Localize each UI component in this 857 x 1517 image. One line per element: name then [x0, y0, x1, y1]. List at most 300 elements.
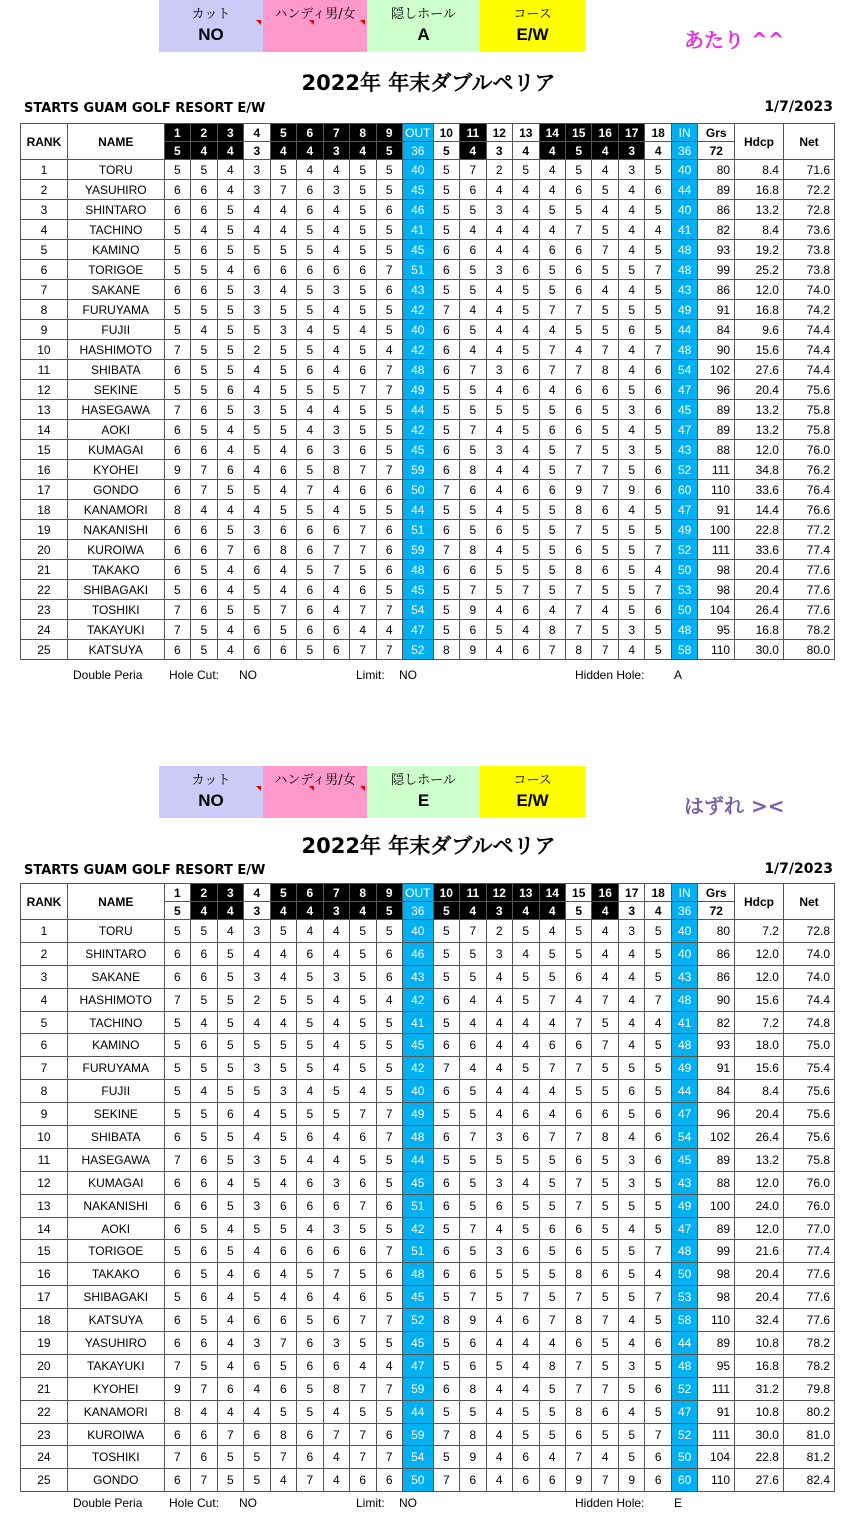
rank-cell: 17: [21, 480, 68, 500]
score-cell: 5: [486, 620, 512, 640]
score-cell: 5: [592, 1332, 618, 1355]
score-cell: 4: [618, 240, 644, 260]
score-cell: 6: [513, 1446, 539, 1469]
score-cell: 4: [376, 340, 402, 360]
player-name: HASHIMOTO: [67, 340, 164, 360]
score-cell: 3: [486, 360, 512, 380]
in-total: 43: [671, 1171, 697, 1194]
hdcp-header: Hdcp: [735, 124, 784, 160]
score-cell: 5: [191, 1103, 217, 1126]
score-cell: 6: [433, 1194, 459, 1217]
score-cell: 5: [460, 320, 486, 340]
rank-cell: 22: [21, 580, 68, 600]
handi-setting: [263, 766, 367, 818]
hole-par: 3: [323, 902, 349, 920]
hdcp-cell: 13.2: [735, 1148, 784, 1171]
score-cell: 5: [645, 300, 671, 320]
score-cell: 4: [244, 1103, 270, 1126]
score-cell: 5: [270, 380, 296, 400]
score-cell: 3: [618, 620, 644, 640]
score-cell: 6: [164, 1469, 190, 1492]
score-cell: 4: [270, 220, 296, 240]
score-cell: 7: [592, 340, 618, 360]
score-cell: 4: [513, 1034, 539, 1057]
rank-cell: 25: [21, 640, 68, 660]
score-cell: 5: [433, 380, 459, 400]
handi-setting: [263, 0, 367, 52]
score-cell: 8: [565, 500, 591, 520]
hdcp-cell: 15.6: [735, 988, 784, 1011]
hole-number: 1: [164, 124, 190, 142]
gross-cell: 104: [698, 600, 735, 620]
score-cell: 7: [433, 300, 459, 320]
score-cell: 5: [460, 1080, 486, 1103]
score-cell: 4: [297, 400, 323, 420]
score-cell: 6: [191, 1423, 217, 1446]
score-cell: 5: [513, 340, 539, 360]
footer-label: Double Peria: [73, 668, 143, 682]
settings-header: [159, 766, 585, 818]
score-cell: 7: [270, 1332, 296, 1355]
score-cell: 6: [191, 280, 217, 300]
table-row: [21, 340, 835, 360]
score-cell: 8: [565, 640, 591, 660]
score-cell: 7: [164, 340, 190, 360]
score-cell: 5: [460, 520, 486, 540]
score-cell: 5: [539, 1171, 565, 1194]
score-cell: 3: [270, 320, 296, 340]
score-cell: 5: [164, 1080, 190, 1103]
score-cell: 5: [191, 380, 217, 400]
table-row: [21, 320, 835, 340]
score-cell: 5: [350, 500, 376, 520]
table-row: [21, 480, 835, 500]
score-cell: 6: [539, 1217, 565, 1240]
score-cell: 6: [191, 1194, 217, 1217]
score-cell: 5: [460, 1400, 486, 1423]
comment-marker: [309, 20, 314, 25]
rank-cell: 22: [21, 1400, 68, 1423]
score-cell: 5: [297, 1057, 323, 1080]
net-cell: 75.6: [783, 1080, 834, 1103]
score-cell: 8: [592, 1126, 618, 1149]
score-cell: 6: [592, 380, 618, 400]
score-cell: 6: [460, 480, 486, 500]
score-cell: 5: [244, 1034, 270, 1057]
gross-cell: 110: [698, 1309, 735, 1332]
score-cell: 6: [376, 560, 402, 580]
score-cell: 6: [433, 360, 459, 380]
out-total: 40: [403, 1080, 434, 1103]
score-cell: 6: [350, 360, 376, 380]
hdcp-cell: 12.0: [735, 440, 784, 460]
net-cell: 77.2: [783, 520, 834, 540]
hole-number: 18: [645, 124, 671, 142]
hole-number: 14: [539, 884, 565, 902]
in-par: 36: [671, 902, 697, 920]
hidden-value: E: [417, 791, 430, 810]
hdcp-cell: 16.8: [735, 620, 784, 640]
rank-cell: 19: [21, 1332, 68, 1355]
score-cell: 6: [297, 1354, 323, 1377]
score-cell: 3: [270, 1080, 296, 1103]
score-cell: 5: [350, 1034, 376, 1057]
score-cell: 4: [191, 1400, 217, 1423]
out-total: 42: [403, 1217, 434, 1240]
score-cell: 5: [618, 380, 644, 400]
score-cell: 5: [618, 600, 644, 620]
table-row: [21, 400, 835, 420]
score-cell: 4: [323, 1469, 349, 1492]
score-cell: 5: [539, 1400, 565, 1423]
net-cell: 74.0: [783, 942, 834, 965]
limit-value: NO: [399, 1496, 417, 1510]
player-name: SAKANE: [67, 965, 164, 988]
out-total: 48: [403, 560, 434, 580]
score-cell: 4: [513, 1171, 539, 1194]
player-name: KUROIWA: [67, 1423, 164, 1446]
score-cell: 4: [618, 360, 644, 380]
hole-number: 4: [244, 884, 270, 902]
score-cell: 6: [350, 260, 376, 280]
score-cell: 6: [270, 1240, 296, 1263]
score-cell: 6: [164, 420, 190, 440]
hdcp-header: Hdcp: [735, 884, 784, 920]
score-cell: 6: [297, 1332, 323, 1355]
net-cell: 76.6: [783, 500, 834, 520]
out-par: 36: [403, 142, 434, 160]
table-row: [21, 1469, 835, 1492]
score-cell: 7: [565, 1286, 591, 1309]
hole-par: 4: [217, 902, 243, 920]
score-cell: 6: [217, 1377, 243, 1400]
score-cell: 8: [323, 1377, 349, 1400]
score-cell: 4: [539, 380, 565, 400]
gross-cell: 110: [698, 1469, 735, 1492]
score-cell: 6: [191, 1332, 217, 1355]
gross-cell: 104: [698, 1446, 735, 1469]
score-cell: 4: [217, 1263, 243, 1286]
score-cell: 6: [164, 520, 190, 540]
rank-cell: 4: [21, 988, 68, 1011]
score-cell: 6: [645, 1103, 671, 1126]
hdcp-cell: 30.0: [735, 640, 784, 660]
score-cell: 4: [323, 1400, 349, 1423]
score-cell: 4: [486, 965, 512, 988]
score-cell: 4: [217, 420, 243, 440]
gross-cell: 90: [698, 988, 735, 1011]
net-cell: 77.6: [783, 560, 834, 580]
score-cell: 6: [433, 1377, 459, 1400]
score-cell: 4: [618, 1126, 644, 1149]
rank-cell: 8: [21, 300, 68, 320]
net-cell: 74.0: [783, 965, 834, 988]
score-cell: 6: [350, 1171, 376, 1194]
hole-par: 4: [270, 142, 296, 160]
table-row: [21, 1309, 835, 1332]
score-cell: 5: [376, 1171, 402, 1194]
score-cell: 4: [565, 988, 591, 1011]
score-cell: 9: [164, 460, 190, 480]
net-cell: 73.6: [783, 220, 834, 240]
score-cell: 4: [618, 180, 644, 200]
score-cell: 7: [270, 1446, 296, 1469]
score-cell: 5: [191, 340, 217, 360]
score-cell: 7: [645, 260, 671, 280]
score-cell: 5: [244, 1080, 270, 1103]
in-total: 54: [671, 360, 697, 380]
score-cell: 7: [565, 1057, 591, 1080]
score-cell: 5: [297, 965, 323, 988]
score-cell: 3: [244, 400, 270, 420]
hdcp-cell: 12.0: [735, 1171, 784, 1194]
score-cell: 6: [513, 260, 539, 280]
hole-par: 4: [460, 142, 486, 160]
rank-header: RANK: [21, 124, 68, 160]
score-cell: 4: [460, 1011, 486, 1034]
score-cell: 5: [433, 1332, 459, 1355]
score-cell: 5: [217, 340, 243, 360]
out-header: OUT: [403, 884, 434, 902]
score-cell: 5: [513, 1423, 539, 1446]
scorecard-table: [20, 123, 835, 660]
score-cell: 7: [350, 640, 376, 660]
rank-cell: 9: [21, 1103, 68, 1126]
score-cell: 3: [323, 420, 349, 440]
score-cell: 5: [244, 1217, 270, 1240]
score-cell: 5: [164, 380, 190, 400]
score-cell: 5: [486, 1263, 512, 1286]
course-name: STARTS GUAM GOLF RESORT E/W: [24, 863, 266, 878]
out-total: 40: [403, 920, 434, 943]
net-header: Net: [783, 884, 834, 920]
hdcp-cell: 20.4: [735, 1286, 784, 1309]
score-cell: 5: [376, 180, 402, 200]
score-cell: 4: [323, 340, 349, 360]
result-text: あたり ^^: [684, 28, 785, 52]
score-cell: 4: [323, 1011, 349, 1034]
score-cell: 5: [513, 1194, 539, 1217]
hdcp-cell: 12.0: [735, 280, 784, 300]
score-cell: 6: [565, 1423, 591, 1446]
score-cell: 6: [645, 180, 671, 200]
score-cell: 4: [618, 220, 644, 240]
score-cell: 4: [460, 340, 486, 360]
out-total: 45: [403, 440, 434, 460]
score-cell: 5: [486, 1148, 512, 1171]
score-cell: 6: [297, 260, 323, 280]
score-cell: 5: [350, 988, 376, 1011]
out-total: 42: [403, 340, 434, 360]
score-cell: 5: [486, 1286, 512, 1309]
rank-cell: 20: [21, 540, 68, 560]
score-cell: 5: [350, 920, 376, 943]
score-cell: 4: [217, 920, 243, 943]
score-cell: 6: [565, 965, 591, 988]
score-cell: 5: [270, 920, 296, 943]
hdcp-cell: 25.2: [735, 260, 784, 280]
score-cell: 5: [513, 988, 539, 1011]
hole-par: 5: [565, 142, 591, 160]
score-cell: 5: [645, 520, 671, 540]
table-row: [21, 500, 835, 520]
table-row: [21, 1217, 835, 1240]
score-cell: 6: [486, 1194, 512, 1217]
score-cell: 6: [486, 520, 512, 540]
score-cell: 6: [539, 1034, 565, 1057]
score-cell: 6: [244, 640, 270, 660]
score-cell: 6: [592, 1263, 618, 1286]
score-cell: 5: [460, 1240, 486, 1263]
hole-number: 7: [323, 884, 349, 902]
score-cell: 4: [486, 280, 512, 300]
rank-cell: 10: [21, 340, 68, 360]
score-cell: 6: [565, 1217, 591, 1240]
hole-number: 8: [350, 124, 376, 142]
score-cell: 6: [164, 440, 190, 460]
score-cell: 6: [645, 460, 671, 480]
rank-cell: 9: [21, 320, 68, 340]
score-cell: 5: [323, 1080, 349, 1103]
score-cell: 5: [350, 560, 376, 580]
table-row: [21, 240, 835, 260]
score-cell: 5: [270, 1103, 296, 1126]
score-cell: 6: [433, 340, 459, 360]
score-cell: 7: [350, 380, 376, 400]
net-cell: 78.2: [783, 620, 834, 640]
score-cell: 6: [297, 1423, 323, 1446]
score-cell: 4: [460, 988, 486, 1011]
net-cell: 78.2: [783, 1332, 834, 1355]
score-cell: 3: [323, 1332, 349, 1355]
score-cell: 5: [618, 300, 644, 320]
net-cell: 72.2: [783, 180, 834, 200]
score-cell: 5: [565, 942, 591, 965]
hole-cut-label: Hole Cut:: [169, 668, 220, 682]
score-cell: 4: [486, 340, 512, 360]
score-cell: 6: [323, 1194, 349, 1217]
gross-cell: 95: [698, 1354, 735, 1377]
score-cell: 8: [270, 1423, 296, 1446]
in-total: 47: [671, 1103, 697, 1126]
score-cell: 5: [191, 920, 217, 943]
score-cell: 4: [297, 160, 323, 180]
score-cell: 7: [565, 440, 591, 460]
score-cell: 6: [191, 965, 217, 988]
player-name: KATSUYA: [67, 640, 164, 660]
score-cell: 5: [376, 1332, 402, 1355]
score-cell: 7: [592, 1309, 618, 1332]
player-name: SHIBATA: [67, 1126, 164, 1149]
in-total: 40: [671, 920, 697, 943]
score-cell: 4: [592, 200, 618, 220]
score-cell: 5: [592, 1194, 618, 1217]
score-cell: 5: [376, 1148, 402, 1171]
score-cell: 4: [270, 1171, 296, 1194]
table-row: [21, 1377, 835, 1400]
in-total: 44: [671, 1080, 697, 1103]
player-name: FURUYAMA: [67, 1057, 164, 1080]
score-cell: 5: [244, 240, 270, 260]
gross-cell: 110: [698, 480, 735, 500]
player-name: FUJII: [67, 320, 164, 340]
player-name: SHIBATA: [67, 360, 164, 380]
player-name: KAMINO: [67, 240, 164, 260]
score-cell: 4: [217, 260, 243, 280]
score-cell: 4: [297, 420, 323, 440]
score-cell: 4: [323, 1126, 349, 1149]
score-cell: 6: [164, 1263, 190, 1286]
limit-label: Limit:: [356, 668, 385, 682]
comment-marker: [256, 786, 261, 791]
hidden-hole-label: Hidden Hole:: [575, 668, 645, 682]
out-total: 48: [403, 1263, 434, 1286]
score-cell: 5: [539, 500, 565, 520]
score-cell: 4: [486, 1057, 512, 1080]
hdcp-cell: 32.4: [735, 1309, 784, 1332]
hdcp-cell: 15.6: [735, 1057, 784, 1080]
hdcp-cell: 16.8: [735, 180, 784, 200]
score-cell: 6: [618, 320, 644, 340]
score-cell: 6: [565, 400, 591, 420]
gross-cell: 102: [698, 360, 735, 380]
hole-number: 13: [513, 124, 539, 142]
score-cell: 7: [350, 540, 376, 560]
out-total: 59: [403, 1377, 434, 1400]
hdcp-cell: 8.4: [735, 160, 784, 180]
gross-cell: 80: [698, 920, 735, 943]
score-cell: 5: [297, 640, 323, 660]
player-name: KUROIWA: [67, 540, 164, 560]
score-cell: 4: [270, 942, 296, 965]
score-cell: 4: [592, 965, 618, 988]
event-date: 1/7/2023: [764, 861, 833, 877]
table-row: [21, 280, 835, 300]
score-cell: 7: [376, 1446, 402, 1469]
score-cell: 5: [164, 260, 190, 280]
in-total: 47: [671, 380, 697, 400]
in-total: 58: [671, 640, 697, 660]
score-cell: 5: [297, 1400, 323, 1423]
hole-number: 2: [191, 124, 217, 142]
rank-cell: 18: [21, 1309, 68, 1332]
score-cell: 4: [297, 1080, 323, 1103]
score-cell: 5: [618, 1057, 644, 1080]
in-total: 53: [671, 1286, 697, 1309]
score-cell: 5: [460, 380, 486, 400]
score-cell: 7: [350, 460, 376, 480]
score-cell: 5: [244, 1446, 270, 1469]
score-cell: 2: [486, 920, 512, 943]
hole-par: 4: [645, 142, 671, 160]
hole-number: 6: [297, 124, 323, 142]
score-cell: 6: [217, 460, 243, 480]
score-cell: 4: [618, 1332, 644, 1355]
score-cell: 6: [565, 280, 591, 300]
score-cell: 5: [270, 620, 296, 640]
score-cell: 7: [460, 360, 486, 380]
score-cell: 4: [486, 1332, 512, 1355]
score-cell: 5: [618, 1194, 644, 1217]
hdcp-cell: 12.0: [735, 942, 784, 965]
score-cell: 6: [164, 1332, 190, 1355]
score-cell: 5: [433, 200, 459, 220]
out-total: 46: [403, 942, 434, 965]
score-cell: 3: [486, 1171, 512, 1194]
score-cell: 7: [323, 560, 349, 580]
score-cell: 6: [323, 1240, 349, 1263]
course-name: STARTS GUAM GOLF RESORT E/W: [24, 101, 266, 116]
